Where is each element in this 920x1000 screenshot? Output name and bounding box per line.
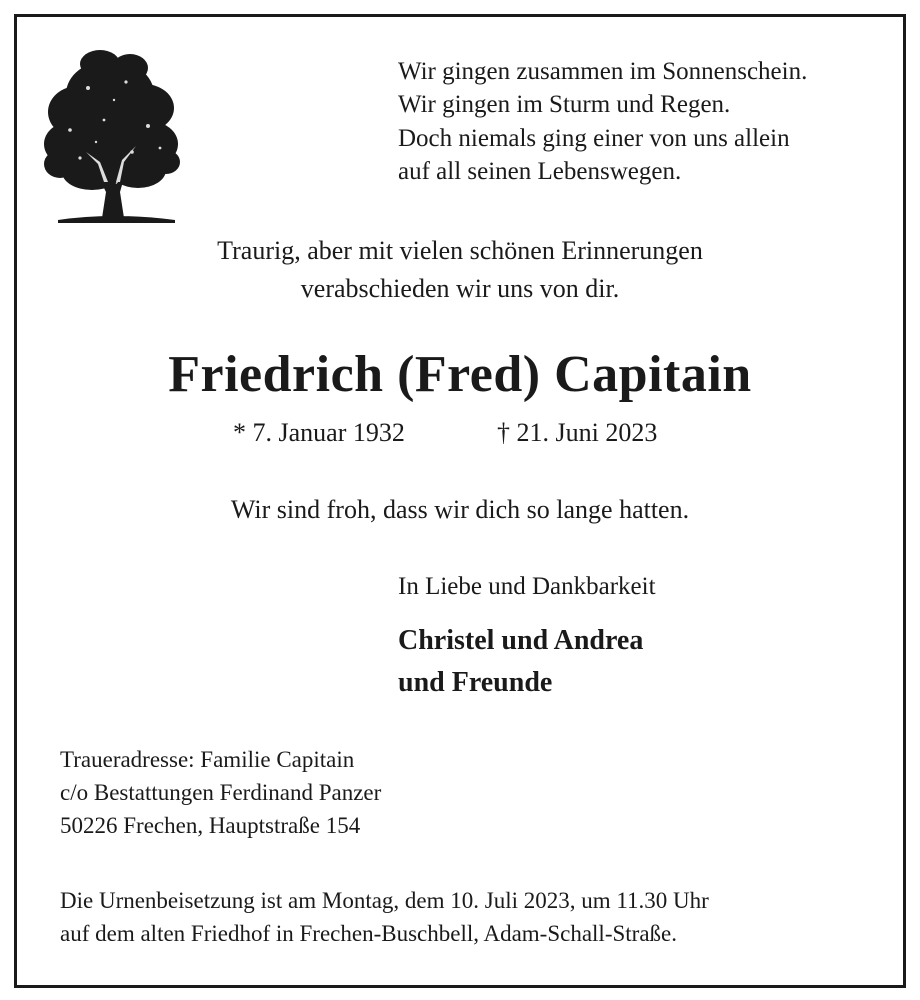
deceased-name: Friedrich (Fred) Capitain — [168, 346, 752, 403]
funeral-info — [60, 884, 709, 950]
signoff-text: In Liebe und Dankbarkeit — [398, 573, 656, 600]
poem-line: auf all seinen Lebenswegen. — [398, 157, 682, 185]
death-date: † 21. Juni 2023 — [497, 418, 658, 447]
address-line: Traueradresse: Familie Capitain — [60, 747, 355, 772]
family-names — [398, 620, 643, 704]
poem-line: Wir gingen zusammen im Sonnenschein. — [398, 58, 808, 85]
poem-line: Wir gingen im Sturm und Regen. — [398, 91, 731, 119]
intro-line: Traurig, aber mit vielen schönen Erinnerungen — [217, 236, 703, 265]
funeral-line: Die Urnenbeisetzung ist am Montag, dem 10. Juli 2023, um 11.30 Uhr — [60, 888, 709, 913]
funeral-line: auf dem alten Friedhof in Frechen-Buschbell, Adam-Schall-Straße. — [60, 921, 677, 946]
intro-text — [0, 232, 920, 308]
birth-date: * 7. Januar 1932 — [233, 418, 405, 447]
family-line: und Freunde — [398, 667, 553, 698]
closing-line: Wir sind froh, dass wir dich so lange hatten. — [230, 495, 690, 524]
family-line: Christel und Andrea — [398, 625, 644, 656]
poem — [398, 55, 807, 188]
mourning-address — [60, 743, 381, 842]
intro-line: verabschieden wir uns von dir. — [300, 274, 620, 303]
poem-line: Doch niemals ging einer von uns allein — [398, 124, 790, 152]
tree-icon — [40, 42, 185, 224]
address-line: 50226 Frechen, Hauptstraße 154 — [60, 813, 361, 838]
address-line: c/o Bestattungen Ferdinand Panzer — [60, 780, 382, 805]
